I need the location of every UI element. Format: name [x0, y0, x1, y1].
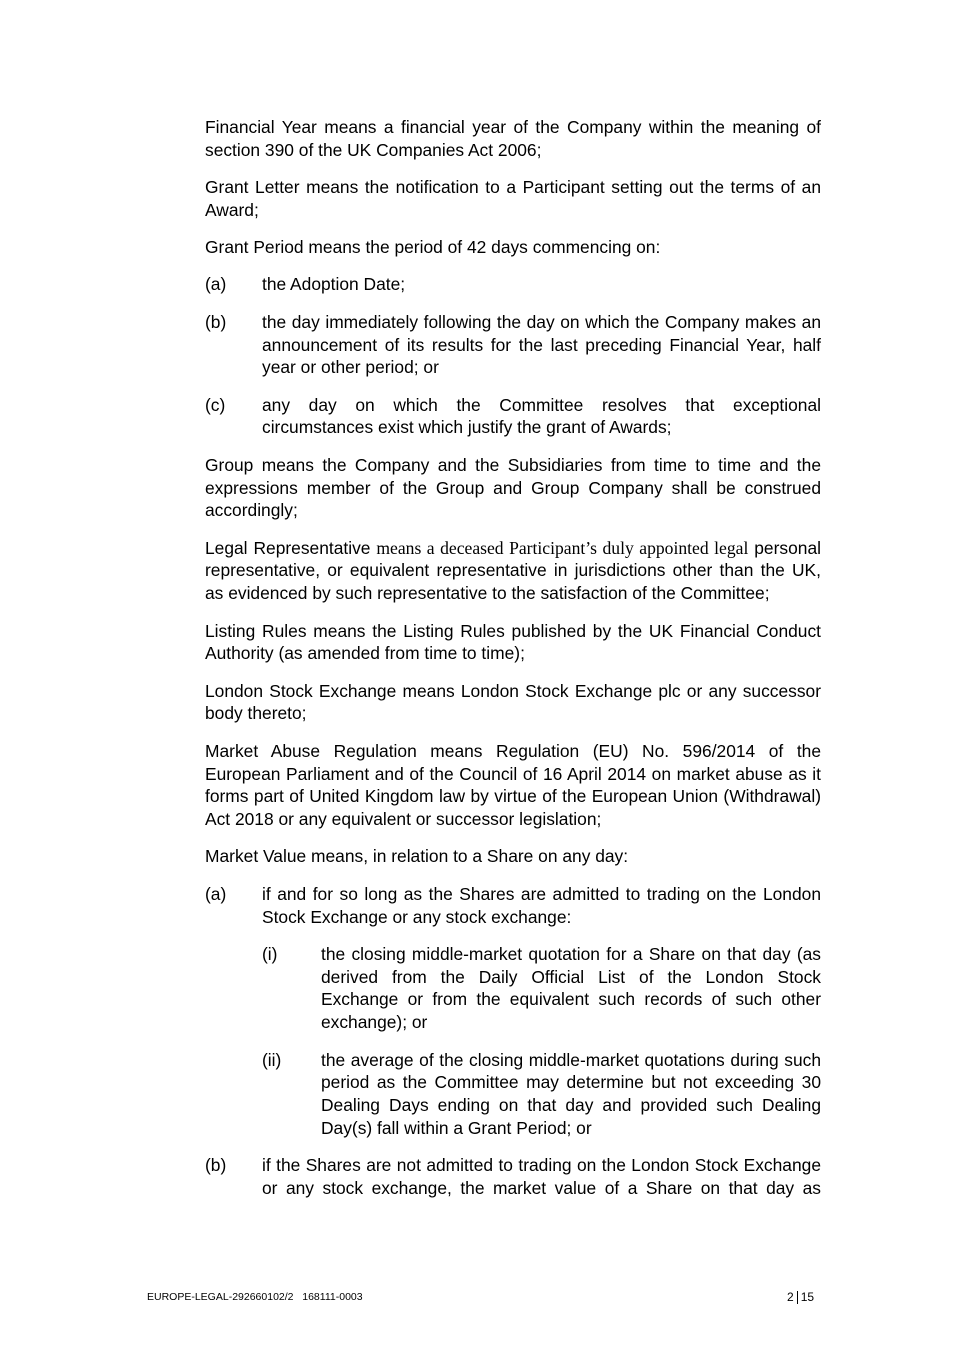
grant-period-item-a: [205, 273, 821, 296]
item-label: (a): [205, 274, 227, 295]
item-label: (a): [205, 883, 227, 904]
item-text: the closing middle-market quotation for a Share on that day (as derived from the Daily Official List of the London Stock Exchange or from the equivalent such records of such other exchange); or: [321, 943, 821, 1033]
def-grant-letter: Grant Letter means the notification to a Participant setting out the terms of an Award;: [205, 177, 821, 220]
definition-rest: personal representative, or equivalent representative in jurisdictions other than the UK, as evidenced by such representative to the satisfaction of the Committee;: [205, 537, 821, 604]
page-separator: [797, 1291, 798, 1304]
item-text: the average of the closing middle-market quotations during such period as the Committee may determine but not exceeding 30 Dealing Days ending on that day and provided such Dealing Day(s) fall within a Grant Period; or: [321, 1049, 821, 1138]
item-text: if and for so long as the Shares are admitted to trading on the London Stock Exchange or any stock exchange:: [262, 883, 821, 927]
footer-doc-reference: EUROPE-LEGAL-292660102/2 168111-0003: [147, 1291, 363, 1303]
page-number: [787, 1290, 814, 1304]
item-text: the Adoption Date;: [262, 274, 406, 295]
document-body: [205, 116, 821, 1214]
def-market-abuse-regulation: Market Abuse Regulation means Regulation (EU) No. 596/2014 of the European Parliament and of the Council of 16 April 2014 on market abuse as it forms part of United Kingdom law by virtue of the European Union (Withdrawal) Act 2018 or any equivalent or successor legislation;: [205, 740, 821, 830]
market-value-subitem-i: [262, 943, 821, 1034]
item-label: (b): [205, 1155, 227, 1176]
market-value-item-a: [205, 883, 821, 929]
item-label: (i): [262, 943, 278, 964]
term: Legal Representative: [205, 537, 371, 558]
def-legal-representative: [205, 537, 821, 605]
def-group: Group means the Company and the Subsidiaries from time to time and the expressions member of the Group and Group Company shall be construed accordingly;: [205, 454, 821, 521]
def-grant-period: Grant Period means the period of 42 days commencing on:: [205, 237, 661, 258]
grant-period-item-c: [205, 394, 821, 440]
current-page: 2: [787, 1290, 794, 1304]
market-value-subitem-ii: [262, 1049, 821, 1140]
item-text: the day immediately following the day on which the Company makes an announcement of its results for the last preceding Financial Year, half year or other period; or: [262, 311, 821, 378]
def-market-value: Market Value means, in relation to a Share on any day:: [205, 846, 629, 867]
total-pages: 15: [800, 1290, 815, 1304]
item-label: (ii): [262, 1049, 282, 1070]
def-listing-rules: Listing Rules means the Listing Rules published by the UK Financial Conduct Authority (as amended from time to time);: [205, 620, 821, 664]
item-text: if the Shares are not admitted to trading on the London Stock Exchange or any stock exchange, the market value of a Share on that day as: [262, 1155, 821, 1198]
item-text: any day on which the Committee resolves that exceptional circumstances exist which justify the grant of Awards;: [262, 394, 821, 438]
item-label: (c): [205, 394, 226, 415]
def-financial-year: Financial Year means a financial year of the Company within the meaning of section 390 of the UK Companies Act 2006;: [205, 117, 821, 160]
market-value-item-b: [205, 1154, 821, 1200]
def-london-stock-exchange: London Stock Exchange means London Stock Exchange plc or any successor body thereto;: [205, 680, 821, 724]
serif-run: means a deceased Participant’s duly appointed legal: [376, 537, 749, 558]
grant-period-item-b: [205, 311, 821, 379]
item-label: (b): [205, 311, 227, 332]
